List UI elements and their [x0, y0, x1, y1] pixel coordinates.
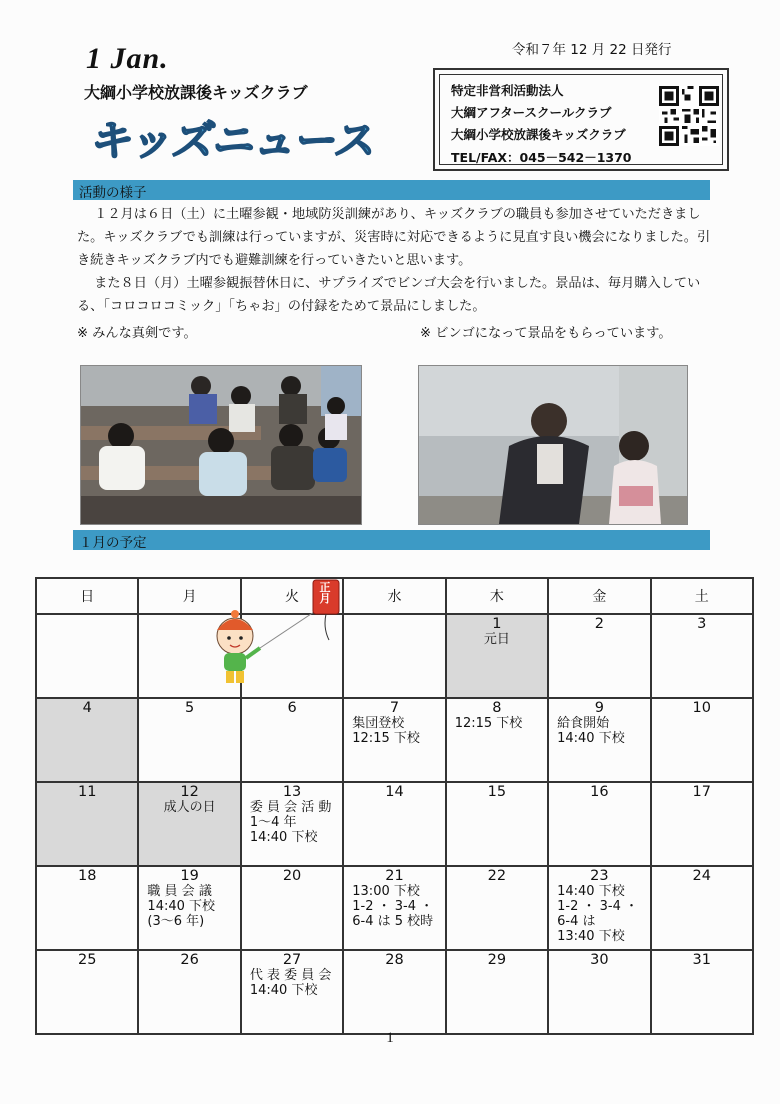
- day-number: 28: [385, 952, 404, 968]
- day-number: 18: [77, 868, 97, 884]
- weekday-mon: 月: [138, 578, 240, 614]
- day-events: 元日: [483, 632, 510, 647]
- day-number: 29: [487, 952, 507, 968]
- month-label: 1 Jan.: [86, 42, 169, 75]
- calendar-week-row: [36, 698, 753, 782]
- day-number: 15: [487, 784, 507, 800]
- org-line: 特定非営利活動法人: [451, 83, 564, 98]
- day-number: 22: [487, 868, 507, 884]
- calendar-day-cell: [343, 950, 445, 1034]
- photo-children-training: [80, 365, 362, 525]
- calendar-day-cell: [651, 614, 753, 698]
- weekday-sun: 日: [36, 578, 138, 614]
- day-number: 21: [385, 868, 404, 884]
- calendar-day-cell: [651, 782, 753, 866]
- day-number: 16: [590, 784, 609, 800]
- club-name: 大綱小学校放課後キッズクラブ: [84, 83, 308, 102]
- paragraph: また８日（月）土曜参観振替休日に、サプライズでビンゴ大会を行いました。景品は、毎月購入している、「コロコロコミック」「ちゃお」の付録をためて景品にしました。: [77, 276, 701, 314]
- calendar-day-cell: [446, 866, 548, 950]
- day-number: 9: [594, 700, 604, 716]
- organization-box: [433, 68, 729, 171]
- day-number: 5: [185, 700, 195, 716]
- day-events: 14:40 下校 1-2 ・ 3-4 ・ 6-4 は 13:40 下校: [557, 884, 638, 944]
- calendar-day-cell: [241, 866, 343, 950]
- calendar-day-cell: [36, 950, 138, 1034]
- day-number: 2: [594, 616, 604, 632]
- day-events: 代 表 委 員 会 14:40 下校: [249, 968, 332, 998]
- calendar-day-cell: [548, 698, 650, 782]
- day-number: 20: [282, 868, 302, 884]
- calendar-day-cell: [138, 698, 240, 782]
- section-title: 活動の様子: [79, 185, 147, 201]
- calendar-day-cell: [138, 950, 240, 1034]
- day-events: 成人の日: [163, 800, 216, 815]
- day-number: 1: [492, 616, 502, 632]
- calendar-day-cell: [241, 782, 343, 866]
- day-number: 23: [590, 868, 609, 884]
- calendar-table: [35, 577, 754, 1035]
- calendar-day-cell: [548, 866, 650, 950]
- weekday-header-row: [36, 578, 753, 614]
- day-events: 集団登校 12:15 下校: [352, 716, 420, 746]
- calendar-day-cell: [343, 614, 445, 698]
- calendar-week-row: [36, 950, 753, 1034]
- day-number: 4: [82, 700, 92, 716]
- calendar-day-cell: [446, 698, 548, 782]
- calendar-day-cell: [241, 698, 343, 782]
- day-number: 14: [385, 784, 404, 800]
- calendar-day-cell: [548, 782, 650, 866]
- day-number: 12: [180, 784, 199, 800]
- day-number: 25: [77, 952, 97, 968]
- paragraph: １２月は６日（土）に土曜参観・地域防災訓練があり、キッズクラブの職員も参加させていただきました。キッズクラブでも訓練は行っていますが、災害時に対応できるように見直す良い機会になりました。引き続きキッズクラブ内でも避難訓練を行っていきたいと思います。: [77, 207, 711, 268]
- calendar-day-cell: [138, 866, 240, 950]
- org-phone: TEL/FAX：045－542－1370: [451, 150, 632, 165]
- calendar-day-cell: [548, 614, 650, 698]
- calendar-week-row: [36, 866, 753, 950]
- calendar-day-cell: [36, 782, 138, 866]
- photo-caption-left: ※ みんな真剣です。: [77, 326, 197, 341]
- day-events: 委 員 会 活 動 1～4 年 14:40 下校: [249, 800, 332, 845]
- calendar-day-cell: [651, 866, 753, 950]
- page-number: 1: [386, 1030, 394, 1046]
- activities-text: [77, 203, 717, 318]
- calendar-day-cell: [548, 950, 650, 1034]
- day-number: 17: [692, 784, 711, 800]
- day-number: 26: [180, 952, 199, 968]
- new-year-kite-label: 正月: [319, 581, 331, 605]
- calendar-day-cell: [343, 782, 445, 866]
- org-line: 大綱小学校放課後キッズクラブ: [451, 127, 626, 142]
- calendar-day-cell: [343, 866, 445, 950]
- day-number: 24: [692, 868, 711, 884]
- day-events: 給食開始 14:40 下校: [557, 716, 625, 746]
- day-number: 19: [180, 868, 199, 884]
- calendar-week-row: [36, 614, 753, 698]
- calendar-day-cell: [241, 950, 343, 1034]
- weekday-wed: 水: [343, 578, 445, 614]
- day-number: 6: [287, 700, 297, 716]
- day-number: 30: [590, 952, 609, 968]
- day-number: 7: [389, 700, 400, 716]
- issue-date: 令和７年 12 月 22 日発行: [512, 42, 672, 58]
- photo-bingo-prize: [418, 365, 688, 525]
- qr-code-icon[interactable]: [659, 86, 719, 146]
- section-title: １月の予定: [79, 535, 147, 551]
- day-number: 27: [282, 952, 302, 968]
- section-header-activities: [73, 180, 710, 200]
- day-events: 12:15 下校: [454, 716, 523, 731]
- calendar-day-cell: [343, 698, 445, 782]
- day-events: 職 員 会 議 14:40 下校 (3～6 年): [147, 884, 216, 929]
- newsletter-title: キッズニュース: [88, 116, 380, 165]
- calendar-week-row: [36, 782, 753, 866]
- weekday-thu: 木: [446, 578, 548, 614]
- weekday-fri: 金: [548, 578, 650, 614]
- weekday-sat: 土: [651, 578, 753, 614]
- day-number: 10: [692, 700, 711, 716]
- day-number: 31: [692, 952, 711, 968]
- calendar-day-cell: [36, 614, 138, 698]
- org-line: 大綱アフタースクールクラブ: [451, 105, 612, 120]
- calendar-day-cell: [36, 866, 138, 950]
- day-number: 13: [282, 784, 302, 800]
- calendar-day-cell: [651, 698, 753, 782]
- calendar-day-cell: [446, 950, 548, 1034]
- calendar-day-cell: [138, 782, 240, 866]
- day-number: 11: [77, 784, 97, 800]
- day-number: 3: [697, 616, 707, 632]
- calendar-day-cell: [446, 614, 548, 698]
- weekday-tue: 火: [241, 578, 343, 614]
- photo-caption-right: ※ ビンゴになって景品をもらっています。: [420, 326, 672, 341]
- day-events: 13:00 下校 1-2 ・ 3-4 ・ 6-4 は 5 校時: [352, 884, 434, 929]
- calendar-day-cell: [36, 698, 138, 782]
- day-number: 8: [492, 700, 502, 716]
- calendar-day-cell: [651, 950, 753, 1034]
- calendar-day-cell: [446, 782, 548, 866]
- section-header-schedule: [73, 530, 710, 550]
